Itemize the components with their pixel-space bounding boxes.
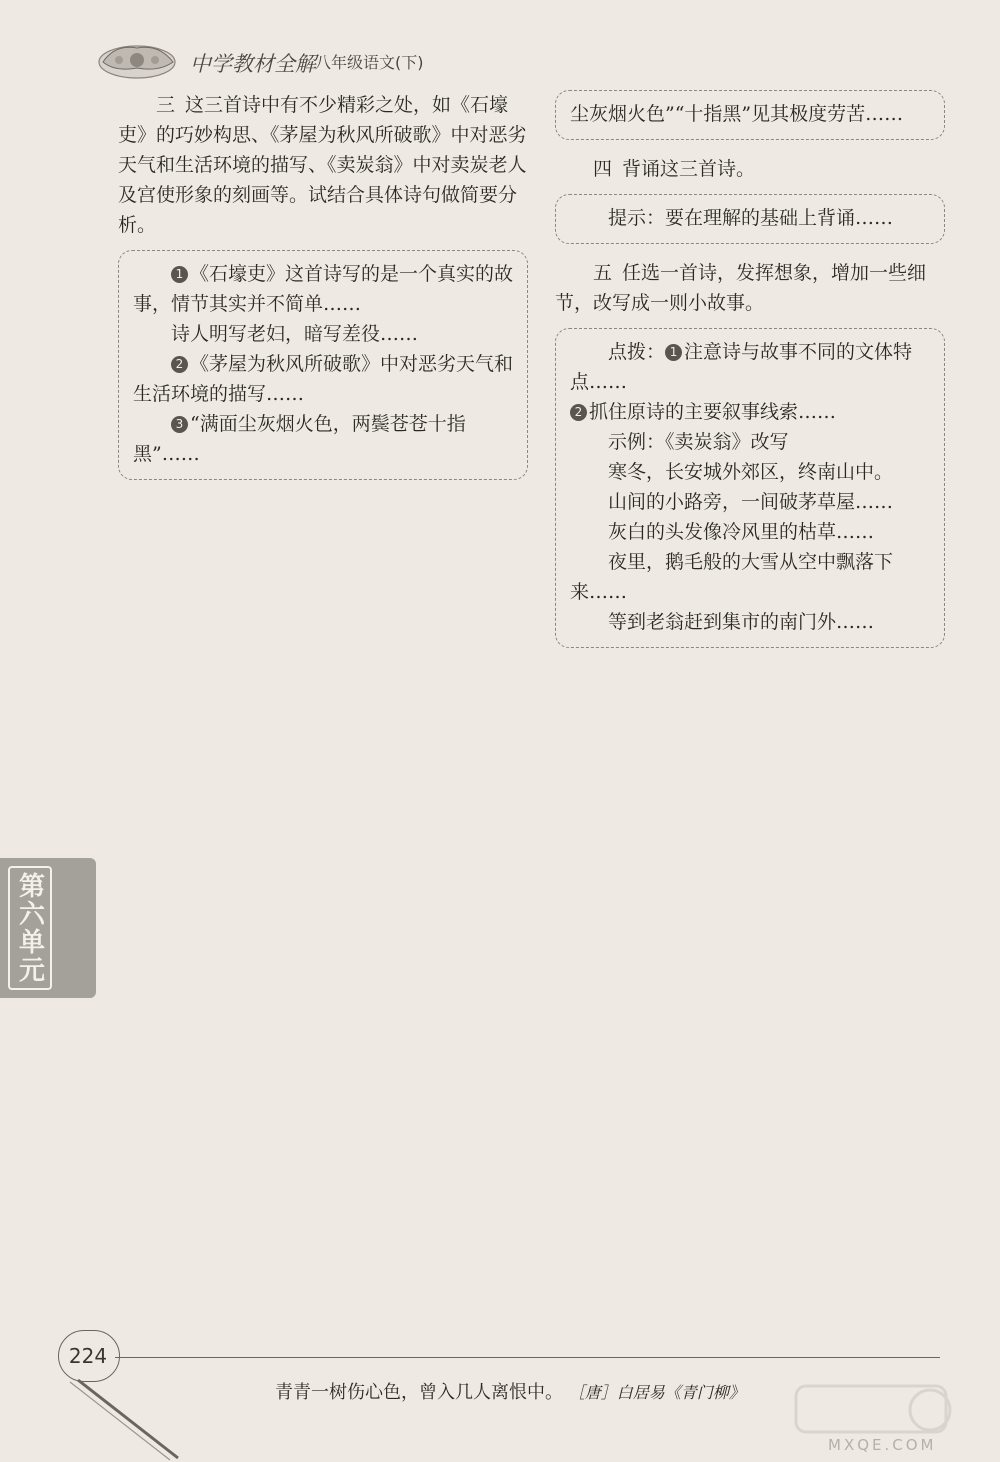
- page-header: [95, 38, 575, 88]
- question-4: [555, 154, 945, 184]
- guide-paragraph: 2 抓住原诗的主要叙事线索……: [570, 397, 932, 427]
- page-number: 224: [68, 1344, 108, 1368]
- question-text: 背诵这三首诗。: [622, 158, 756, 180]
- example-paragraph: 灰白的头发像冷风里的枯草……: [608, 521, 875, 543]
- circled-number: 2: [570, 404, 587, 421]
- series-title: 中学教材全解: [190, 52, 316, 76]
- example-paragraph: 等到老翁赶到集市的南门外……: [608, 611, 875, 633]
- quote-text: 青青一树伤心色，曾入几人离恨中。: [275, 1382, 563, 1403]
- quote-source: ［唐］白居易《青门柳》: [568, 1383, 745, 1402]
- guide-label: 点拨：: [608, 341, 666, 363]
- guide-box: [555, 328, 945, 648]
- example-paragraph: 夜里，鹅毛般的大雪从空中飘落下来……: [570, 551, 894, 603]
- answer-paragraph: 诗人明写老妇，暗写差役……: [171, 323, 419, 345]
- question-text: 这三首诗中有不少精彩之处，如《石壕吏》的巧妙构思、《茅屋为秋风所破歌》中对恶劣天气和生活环境的描写、《卖炭翁》中对卖炭老人及宫使形象的刻画等。试结合具体诗句做简要分析。: [118, 94, 527, 236]
- right-column: [555, 90, 945, 662]
- tip-text: 提示：要在理解的基础上背诵……: [608, 207, 894, 229]
- answer-box: [118, 250, 528, 480]
- question-3: [118, 90, 528, 240]
- circled-number: 3: [171, 416, 188, 433]
- answer-paragraph: 3 “满面尘灰烟火色，两鬓苍苍十指黑”……: [133, 413, 466, 465]
- question-number: 三: [156, 94, 176, 116]
- ornament-logo-icon: [95, 38, 180, 83]
- left-column: [118, 90, 528, 494]
- circled-number: 1: [171, 266, 188, 283]
- footer-rule: [115, 1357, 940, 1358]
- circled-number: 2: [171, 356, 188, 373]
- tip-box: [555, 194, 945, 244]
- unit-side-tab-label: 第六单元: [8, 866, 52, 990]
- question-number: 四: [593, 158, 613, 180]
- question-text: 任选一首诗，发挥想象，增加一些细节，改写成一则小故事。: [555, 262, 927, 314]
- pencil-decoration-icon: [58, 1378, 188, 1462]
- example-paragraph: 山间的小路旁，一间破茅草屋……: [608, 491, 894, 513]
- guide-paragraph: 点拨： 1 注意诗与故事不同的文体特点……: [570, 341, 913, 393]
- question-number: 五: [593, 262, 613, 284]
- answer-paragraph: 2 《茅屋为秋风所破歌》中对恶劣天气和生活环境的描写……: [133, 353, 514, 405]
- circled-number: 1: [665, 344, 682, 361]
- watermark-text: MXQE.COM: [828, 1436, 937, 1454]
- question-5: [555, 258, 945, 318]
- answer-box-continued: [555, 90, 945, 140]
- subject-label: 八年级语文(下): [315, 53, 424, 72]
- answer-paragraph: 尘灰烟火色”“十指黑”见其极度劳苦……: [570, 103, 904, 125]
- example-title: 示例：《卖炭翁》改写: [608, 431, 789, 453]
- example-paragraph: 寒冬，长安城外郊区，终南山中。: [608, 461, 894, 483]
- answer-paragraph: 1 《石壕吏》这首诗写的是一个真实的故事，情节其实并不简单……: [133, 263, 514, 315]
